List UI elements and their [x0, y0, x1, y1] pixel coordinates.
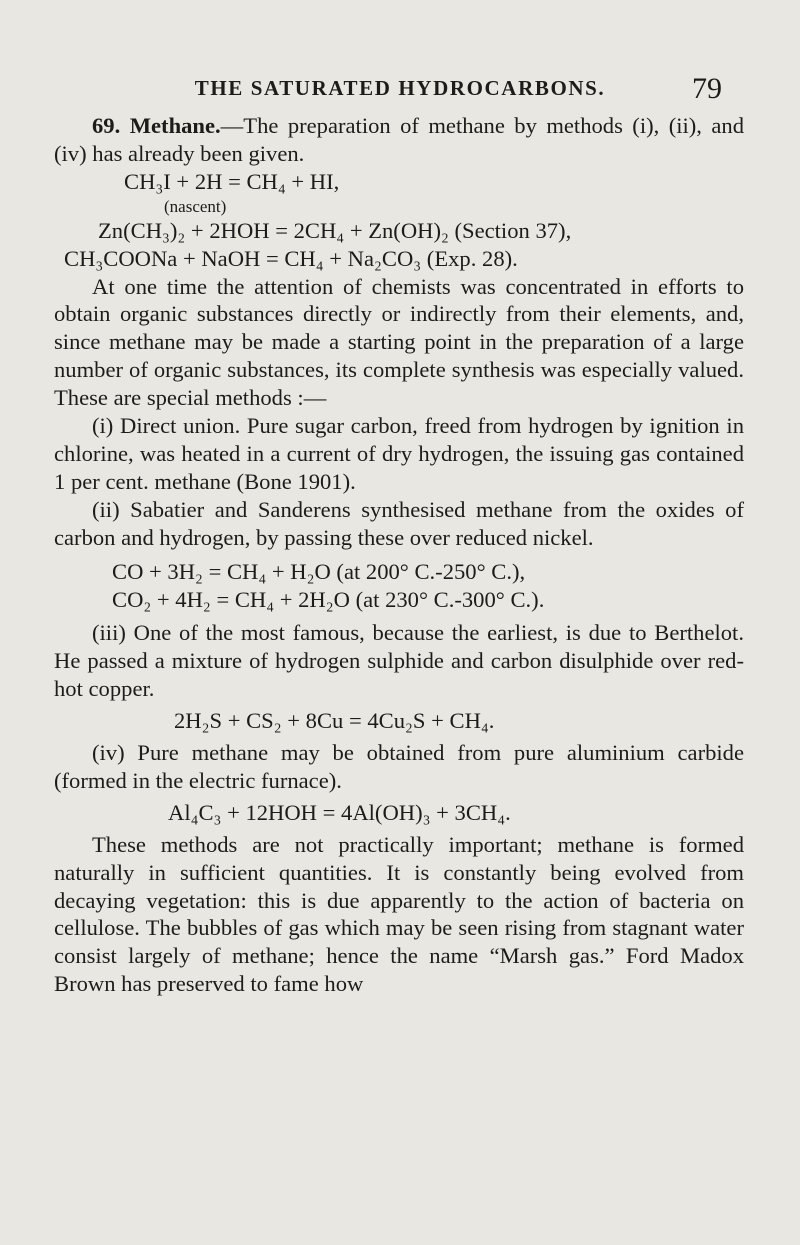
equation: CO + 3H₂ = CH₄ + H₂O (at 200° C.-250° C.),	[112, 558, 526, 584]
body-text	[54, 112, 744, 998]
equation-note: (nascent)	[164, 196, 227, 216]
equation: CO₂ + 4H₂ = CH₄ + 2H₂O (at 230° C.-300° C.).	[112, 586, 545, 612]
paragraph: (iv) Pure methane may be obtained from pure aluminium carbide (formed in the electric furnace).	[54, 740, 744, 793]
equation: Zn(CH₃)₂ + 2HOH = 2CH₄ + Zn(OH)₂ (Section 37),	[98, 217, 572, 243]
page-header	[0, 72, 800, 108]
page-number: 79	[692, 72, 722, 105]
equation: CH₃COONa + NaOH = CH₄ + Na₂CO₃ (Exp. 28).	[64, 245, 518, 271]
paragraph: (ii) Sabatier and Sanderens synthesised methane from the oxides of carbon and hydrogen, by passing these over reduced nickel.	[54, 496, 744, 550]
section-intro	[54, 112, 744, 168]
paragraph: At one time the attention of chemists was concentrated in efforts to obtain organic substances directly or indirectly from their elements, and, since methane may be made a starting point in the preparation of a large number of organic substances, its complete synthesis was especially valued. These are special methods :—	[54, 273, 744, 411]
paragraph: (i) Direct union. Pure sugar carbon, freed from hydrogen by ignition in chlorine, was heated in a current of dry hydrogen, the issuing gas contained 1 per cent. methane (Bone 1901).	[54, 413, 744, 494]
equation: 2H₂S + CS₂ + 8Cu = 4Cu₂S + CH₄.	[174, 708, 495, 734]
section-number: 69.	[92, 113, 121, 138]
paragraph: (iii) One of the most famous, because the earliest, is due to Berthelot. He passed a mixture of hydrogen sulphide and carbon disulphide over red-hot copper.	[54, 620, 744, 702]
section-intro-text: —The preparation of methane by methods (i), (ii), and (iv) has already been given.	[54, 113, 745, 166]
paragraph: These methods are not practically important; methane is formed naturally in sufficient quantities. It is constantly being evolved from decaying vegetation: this is due apparently to the action of bacteria on cellulose. The bubbles of gas which may be seen rising from stagnant water consist largely of methane; hence the name “Marsh gas.” Ford Madox Brown has preserved to fame how	[54, 831, 744, 997]
equation: CH₃I + 2H = CH₄ + HI,	[124, 168, 340, 194]
section-title: Methane.	[129, 113, 221, 138]
running-head: THE SATURATED HYDROCARBONS.	[194, 76, 606, 100]
equation: Al₄C₃ + 12HOH = 4Al(OH)₃ + 3CH₄.	[168, 799, 511, 825]
